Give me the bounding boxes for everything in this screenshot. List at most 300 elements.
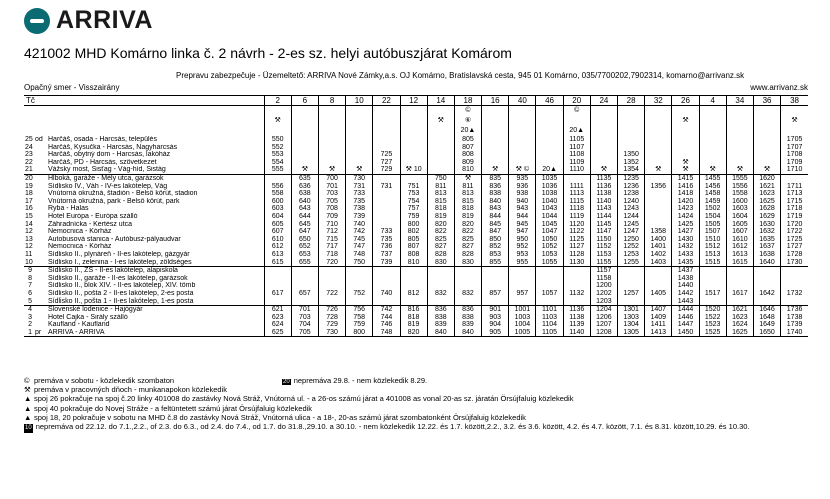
departure-time: ⚒ © xyxy=(509,166,536,174)
departure-time: 1433 xyxy=(672,251,699,259)
trip-number: 28 xyxy=(618,96,645,106)
departure-time: 809 xyxy=(454,159,481,167)
departure-time: 855 xyxy=(482,259,509,267)
departure-time xyxy=(318,159,345,167)
departure-time: 1504 xyxy=(699,213,726,221)
stop-zone: 25 xyxy=(25,136,33,144)
stop-direction xyxy=(33,267,47,275)
departure-time: 1138 xyxy=(563,314,590,322)
departure-time: ⚒ xyxy=(482,166,509,174)
trip-symbol: 20▲ xyxy=(454,126,481,136)
trip-symbol xyxy=(645,106,672,117)
departure-time: 805 xyxy=(454,136,481,144)
departure-time: 759 xyxy=(346,321,373,329)
departure-time: 940 xyxy=(509,198,536,206)
trip-symbol: ⚒ xyxy=(264,116,291,126)
departure-time: 1200 xyxy=(590,282,617,290)
trip-symbol xyxy=(590,106,617,117)
departure-time xyxy=(373,282,400,290)
departure-time: 1132 xyxy=(563,290,590,298)
departure-time xyxy=(346,275,373,283)
departure-time: 1055 xyxy=(536,259,563,267)
trip-symbol xyxy=(618,116,645,126)
departure-time: 553 xyxy=(264,151,291,159)
trip-number: 20 xyxy=(563,96,590,106)
trip-number: 40 xyxy=(509,96,536,106)
trip-number: 8 xyxy=(318,96,345,106)
stop-zone: 20 xyxy=(25,175,33,183)
stop-direction xyxy=(33,151,47,159)
departure-time: 653 xyxy=(291,251,318,259)
departure-time: 1003 xyxy=(509,314,536,322)
departure-time: 1045 xyxy=(536,221,563,229)
departure-time xyxy=(536,297,563,305)
departure-time xyxy=(291,159,318,167)
departure-time: 730 xyxy=(318,329,345,337)
departure-time: 1512 xyxy=(699,243,726,251)
departure-time: 1122 xyxy=(563,228,590,236)
departure-time: 722 xyxy=(318,290,345,298)
note-text: nepremáva 29.8. - nem közlekedik 8.29. xyxy=(293,376,428,385)
stop-zone: 17 xyxy=(25,197,33,205)
departure-time: 844 xyxy=(482,213,509,221)
stop-zone: 14 xyxy=(25,220,33,228)
departure-time xyxy=(454,297,481,305)
departure-time xyxy=(373,267,400,275)
departure-time: 835 xyxy=(482,174,509,182)
departure-time xyxy=(400,159,427,167)
departure-time xyxy=(400,151,427,159)
stop-row xyxy=(24,228,808,236)
departure-time: 1203 xyxy=(590,297,617,305)
departure-time: 1435 xyxy=(672,259,699,267)
departure-time: 1103 xyxy=(536,314,563,322)
footnote-text: spoj 26 pokračuje na spoj č.20 linky 401008 do zastávky Nová Stráž, Vnútorná ul. - a 26-os számú járat a 401008 as vonal 20-as sz. járatán Örsújfaluig közlekedik xyxy=(34,394,574,404)
departure-time xyxy=(373,275,400,283)
trip-symbol xyxy=(509,116,536,126)
departure-time: 1252 xyxy=(618,243,645,251)
stop-direction xyxy=(33,228,47,236)
footnote-no-service-29-8 xyxy=(282,376,427,385)
stop-name: Vnútorná okružná, park - Belső körút, park xyxy=(48,197,180,205)
departure-time xyxy=(291,282,318,290)
departure-time: 1245 xyxy=(618,221,645,229)
departure-time xyxy=(563,275,590,283)
departure-time: 750 xyxy=(427,174,454,182)
departure-time: 820 xyxy=(400,329,427,337)
departure-time xyxy=(346,267,373,275)
departure-time: 1555 xyxy=(726,174,753,182)
departure-time: 1710 xyxy=(781,166,808,174)
trip-symbol xyxy=(427,126,454,136)
departure-time: 1352 xyxy=(618,159,645,167)
departure-time xyxy=(291,151,318,159)
departure-time: 752 xyxy=(346,290,373,298)
departure-time: 705 xyxy=(318,198,345,206)
departure-time: 1047 xyxy=(536,228,563,236)
departure-time: 1118 xyxy=(563,205,590,213)
departure-time xyxy=(726,159,753,167)
stop-row xyxy=(24,136,808,144)
departure-time: 554 xyxy=(264,159,291,167)
departure-time: 703 xyxy=(318,190,345,198)
trip-symbol xyxy=(291,106,318,117)
arriva-logo xyxy=(24,6,153,35)
footnote-mark: © xyxy=(24,376,30,385)
stop-row xyxy=(24,174,808,182)
departure-time: 1004 xyxy=(509,321,536,329)
departure-time: 828 xyxy=(454,251,481,259)
departure-time xyxy=(427,282,454,290)
departure-time xyxy=(726,151,753,159)
departure-time: 1407 xyxy=(645,306,672,314)
departure-time: 1455 xyxy=(699,174,726,182)
departure-time: 1401 xyxy=(645,243,672,251)
website-link[interactable]: www.arrivanz.sk xyxy=(750,83,808,92)
departure-time: 830 xyxy=(427,259,454,267)
departure-time: 1415 xyxy=(672,174,699,182)
departure-time: 550 xyxy=(264,136,291,144)
trip-number-header xyxy=(24,96,808,106)
departure-time: ⚒ xyxy=(590,166,617,174)
trip-symbol: ⚒ xyxy=(427,116,454,126)
departure-time: 605 xyxy=(264,221,291,229)
stop-zone: 7 xyxy=(28,282,32,290)
departure-time xyxy=(482,144,509,152)
trip-symbols-row xyxy=(24,106,808,117)
departure-time xyxy=(509,159,536,167)
trip-symbol xyxy=(509,106,536,117)
departure-time: 1637 xyxy=(753,243,780,251)
departure-time: 944 xyxy=(509,213,536,221)
departure-time: 1623 xyxy=(726,314,753,322)
departure-time: 621 xyxy=(264,306,291,314)
trip-number: 36 xyxy=(753,96,780,106)
departure-time xyxy=(753,267,780,275)
departure-time xyxy=(781,282,808,290)
departure-time: 947 xyxy=(509,228,536,236)
departure-time: 1202 xyxy=(590,290,617,298)
departure-time xyxy=(400,136,427,144)
departure-time: 1604 xyxy=(726,213,753,221)
departure-time xyxy=(672,151,699,159)
stop-name: Nemocnica - Kórház xyxy=(48,243,112,251)
trip-symbol xyxy=(618,106,645,117)
departure-time xyxy=(753,275,780,283)
departure-time xyxy=(672,144,699,152)
departure-time: 717 xyxy=(318,243,345,251)
departure-time: 800 xyxy=(400,221,427,229)
departure-time: 847 xyxy=(482,228,509,236)
departure-time: 810 xyxy=(454,166,481,174)
departure-time xyxy=(699,144,726,152)
stop-row xyxy=(24,321,808,329)
trip-symbol xyxy=(373,126,400,136)
departure-time: 738 xyxy=(346,205,373,213)
departure-time: 1038 xyxy=(536,190,563,198)
departure-time: ⚒ xyxy=(454,174,481,182)
trip-symbol xyxy=(672,126,699,136)
stop-row xyxy=(24,221,808,229)
departure-time xyxy=(264,267,291,275)
departure-time: 1402 xyxy=(645,251,672,259)
departure-time: 807 xyxy=(400,243,427,251)
departure-time: 1719 xyxy=(781,213,808,221)
departure-time: 1110 xyxy=(563,166,590,174)
departure-time: 1625 xyxy=(753,198,780,206)
departure-time: 1101 xyxy=(536,306,563,314)
departure-time: 1430 xyxy=(672,236,699,244)
trip-number: 32 xyxy=(645,96,672,106)
departure-time xyxy=(509,275,536,283)
departure-time xyxy=(373,198,400,206)
departure-time xyxy=(509,282,536,290)
departure-time: 740 xyxy=(346,221,373,229)
departure-time: 735 xyxy=(346,198,373,206)
stop-direction: pr xyxy=(33,329,47,337)
departure-time xyxy=(291,275,318,283)
departure-time: 1138 xyxy=(590,190,617,198)
departure-time xyxy=(618,144,645,152)
stop-name: Hotel Cajka - Sirály szálló xyxy=(48,313,128,321)
departure-time: 1119 xyxy=(563,213,590,221)
timetable xyxy=(24,95,808,337)
stop-direction xyxy=(33,213,47,221)
departure-time xyxy=(726,136,753,144)
stop-name: Ryba - Halas xyxy=(48,205,89,213)
stop-row xyxy=(24,290,808,298)
departure-time: 1624 xyxy=(726,321,753,329)
stop-row xyxy=(24,314,808,322)
departure-time xyxy=(699,267,726,275)
departure-time xyxy=(346,136,373,144)
stop-name: Sídlisko II., ZŠ - II-es lakótelep, alapiskola xyxy=(48,267,178,275)
departure-time: 1206 xyxy=(590,314,617,322)
departure-time: 1705 xyxy=(781,136,808,144)
departure-time: 1107 xyxy=(563,144,590,152)
stop-zone: 12 xyxy=(25,228,33,236)
departure-time: 1427 xyxy=(672,228,699,236)
trip-symbol xyxy=(590,116,617,126)
departure-time xyxy=(645,174,672,182)
stop-row xyxy=(24,329,808,337)
departure-time xyxy=(781,174,808,182)
departure-time: 1615 xyxy=(726,259,753,267)
departure-time xyxy=(427,267,454,275)
departure-time: 1350 xyxy=(618,151,645,159)
stop-row xyxy=(24,282,808,290)
stop-zone: 2 xyxy=(28,321,32,329)
footnote xyxy=(24,422,750,433)
trip-symbol xyxy=(509,126,536,136)
trip-symbol xyxy=(318,116,345,126)
stop-row xyxy=(24,306,808,314)
trip-symbol xyxy=(264,126,291,136)
departure-time xyxy=(536,136,563,144)
departure-time: 751 xyxy=(400,183,427,191)
trip-symbol xyxy=(781,106,808,117)
departure-time xyxy=(726,267,753,275)
departure-time: 845 xyxy=(482,221,509,229)
departure-time xyxy=(264,275,291,283)
departure-time: 731 xyxy=(373,183,400,191)
departure-time: 1424 xyxy=(672,213,699,221)
departure-time xyxy=(699,275,726,283)
trip-symbol xyxy=(373,116,400,126)
departure-time: 612 xyxy=(264,243,291,251)
departure-time: 1120 xyxy=(563,221,590,229)
departure-time: 1630 xyxy=(753,221,780,229)
stop-zone: 8 xyxy=(28,274,32,282)
departure-time: 1715 xyxy=(781,198,808,206)
trip-symbol xyxy=(318,106,345,117)
departure-time xyxy=(373,174,400,182)
stop-direction xyxy=(33,297,47,305)
stop-direction xyxy=(33,290,47,298)
departure-time: 739 xyxy=(373,259,400,267)
trip-number: 10 xyxy=(346,96,373,106)
departure-time xyxy=(645,275,672,283)
departure-time xyxy=(346,151,373,159)
departure-time: 1621 xyxy=(726,306,753,314)
departure-time xyxy=(645,213,672,221)
departure-time: 827 xyxy=(427,243,454,251)
departure-time: 838 xyxy=(482,190,509,198)
departure-time: 1718 xyxy=(781,205,808,213)
departure-time: 1520 xyxy=(699,306,726,314)
departure-time: 838 xyxy=(454,314,481,322)
footnote-text: nepremáva od 22.12. do 7.1.,2.2., of 2.3. do 6.3., od 2.4. do 7.4., od 1.7. do 31.8.,29.10. a 30.10. - nem közlekedik 12.22. és 1.7. között,2.2., 3.2. és 3.6. között, 4.2. és 4.7. között, 7.1. és 8.31. között,10.29. és 10.30. xyxy=(35,422,750,432)
departure-time: 953 xyxy=(509,251,536,259)
departure-time xyxy=(318,144,345,152)
departure-time: 739 xyxy=(346,213,373,221)
departure-time xyxy=(482,267,509,275)
departure-time: 644 xyxy=(291,213,318,221)
departure-time: 1040 xyxy=(536,198,563,206)
departure-time xyxy=(318,282,345,290)
trip-symbol: © xyxy=(454,106,481,117)
departure-time xyxy=(726,297,753,305)
departure-time xyxy=(645,267,672,275)
departure-time: 704 xyxy=(291,321,318,329)
stop-name: Harčáš, osada - Harcsás, település xyxy=(48,136,157,144)
departure-time: 943 xyxy=(509,205,536,213)
departure-time: 1052 xyxy=(536,243,563,251)
departure-time xyxy=(346,297,373,305)
departure-time: 808 xyxy=(454,151,481,159)
stop-name: Kaufland - Kaufland xyxy=(48,321,110,329)
stop-name: Hotel Európa - Európa szálló xyxy=(48,212,138,220)
stop-name: Harčáš, PD - Harcsás, szövetkezet xyxy=(48,158,157,166)
stop-row xyxy=(24,205,808,213)
departure-time: 1108 xyxy=(563,151,590,159)
departure-time: 815 xyxy=(427,198,454,206)
departure-time: 615 xyxy=(264,259,291,267)
trip-symbol xyxy=(346,116,373,126)
trip-symbol xyxy=(536,126,563,136)
stop-zone: 19 xyxy=(25,182,33,190)
departure-time: 1727 xyxy=(781,243,808,251)
departure-time: 1139 xyxy=(563,321,590,329)
departure-time xyxy=(618,282,645,290)
departure-time: 1600 xyxy=(726,198,753,206)
departure-time: 1140 xyxy=(563,329,590,337)
departure-time: 1104 xyxy=(536,321,563,329)
departure-time: 625 xyxy=(264,329,291,337)
departure-time xyxy=(563,282,590,290)
departure-time: 1240 xyxy=(618,198,645,206)
departure-time: 838 xyxy=(427,314,454,322)
departure-time: 813 xyxy=(427,190,454,198)
departure-time xyxy=(373,190,400,198)
departure-time: 1405 xyxy=(645,290,672,298)
departure-time: 832 xyxy=(454,290,481,298)
stop-zone: 21 xyxy=(25,166,33,174)
departure-time: 852 xyxy=(482,243,509,251)
departure-time: 1730 xyxy=(781,259,808,267)
departure-time: 1153 xyxy=(590,251,617,259)
departure-time: 1522 xyxy=(699,314,726,322)
stop-zone: 6 xyxy=(28,289,32,297)
departure-time xyxy=(454,267,481,275)
tc-label: Tč xyxy=(24,96,264,106)
departure-time: 1235 xyxy=(618,174,645,182)
departure-time xyxy=(726,144,753,152)
direction-label: Opačný smer - Visszairány xyxy=(24,83,120,92)
footnote xyxy=(24,394,750,403)
departure-time: 757 xyxy=(400,205,427,213)
departure-time xyxy=(318,297,345,305)
departure-time: 1301 xyxy=(618,306,645,314)
departure-time xyxy=(454,275,481,283)
stop-name: Harčáš, Kysučka - Harcsás, Nagyharcsás xyxy=(48,143,178,151)
departure-time: 1152 xyxy=(590,243,617,251)
footnote-text: spoj 40 pokračuje do Novej Stráže - a feltüntetett számú járat Örsújfaluig közlekedik xyxy=(34,403,313,413)
departure-time xyxy=(645,198,672,206)
footnote xyxy=(24,413,750,422)
departure-time xyxy=(509,151,536,159)
trip-symbol: ⚒ xyxy=(672,116,699,126)
stop-row xyxy=(24,183,808,191)
stop-zone: 9 xyxy=(28,267,32,275)
trip-symbol xyxy=(482,106,509,117)
stop-name: Autobusová stanica - Autóbusz-pályaudvar xyxy=(48,235,181,243)
departure-time: 1456 xyxy=(699,183,726,191)
footnote-text: premáva v sobotu - közlekedik szombaton xyxy=(34,376,175,385)
departure-time xyxy=(346,144,373,152)
departure-time xyxy=(536,282,563,290)
trip-symbol xyxy=(699,116,726,126)
trip-symbol xyxy=(346,126,373,136)
stop-name: Sídlisko IV., Váh - IV-es lakótelep, Vág xyxy=(48,182,168,190)
departure-time xyxy=(563,174,590,182)
trip-number: 18 xyxy=(454,96,481,106)
departure-time xyxy=(753,159,780,167)
departure-time: 753 xyxy=(400,190,427,198)
departure-time: 1649 xyxy=(753,321,780,329)
departure-time xyxy=(781,297,808,305)
trip-symbol xyxy=(618,126,645,136)
departure-time: 1253 xyxy=(618,251,645,259)
departure-time xyxy=(454,282,481,290)
departure-time: 812 xyxy=(400,290,427,298)
departure-time: 742 xyxy=(346,228,373,236)
departure-time: 1708 xyxy=(781,151,808,159)
stop-row xyxy=(24,251,808,259)
trip-number: 4 xyxy=(699,96,726,106)
departure-time: 1127 xyxy=(563,243,590,251)
departure-time: 728 xyxy=(318,314,345,322)
